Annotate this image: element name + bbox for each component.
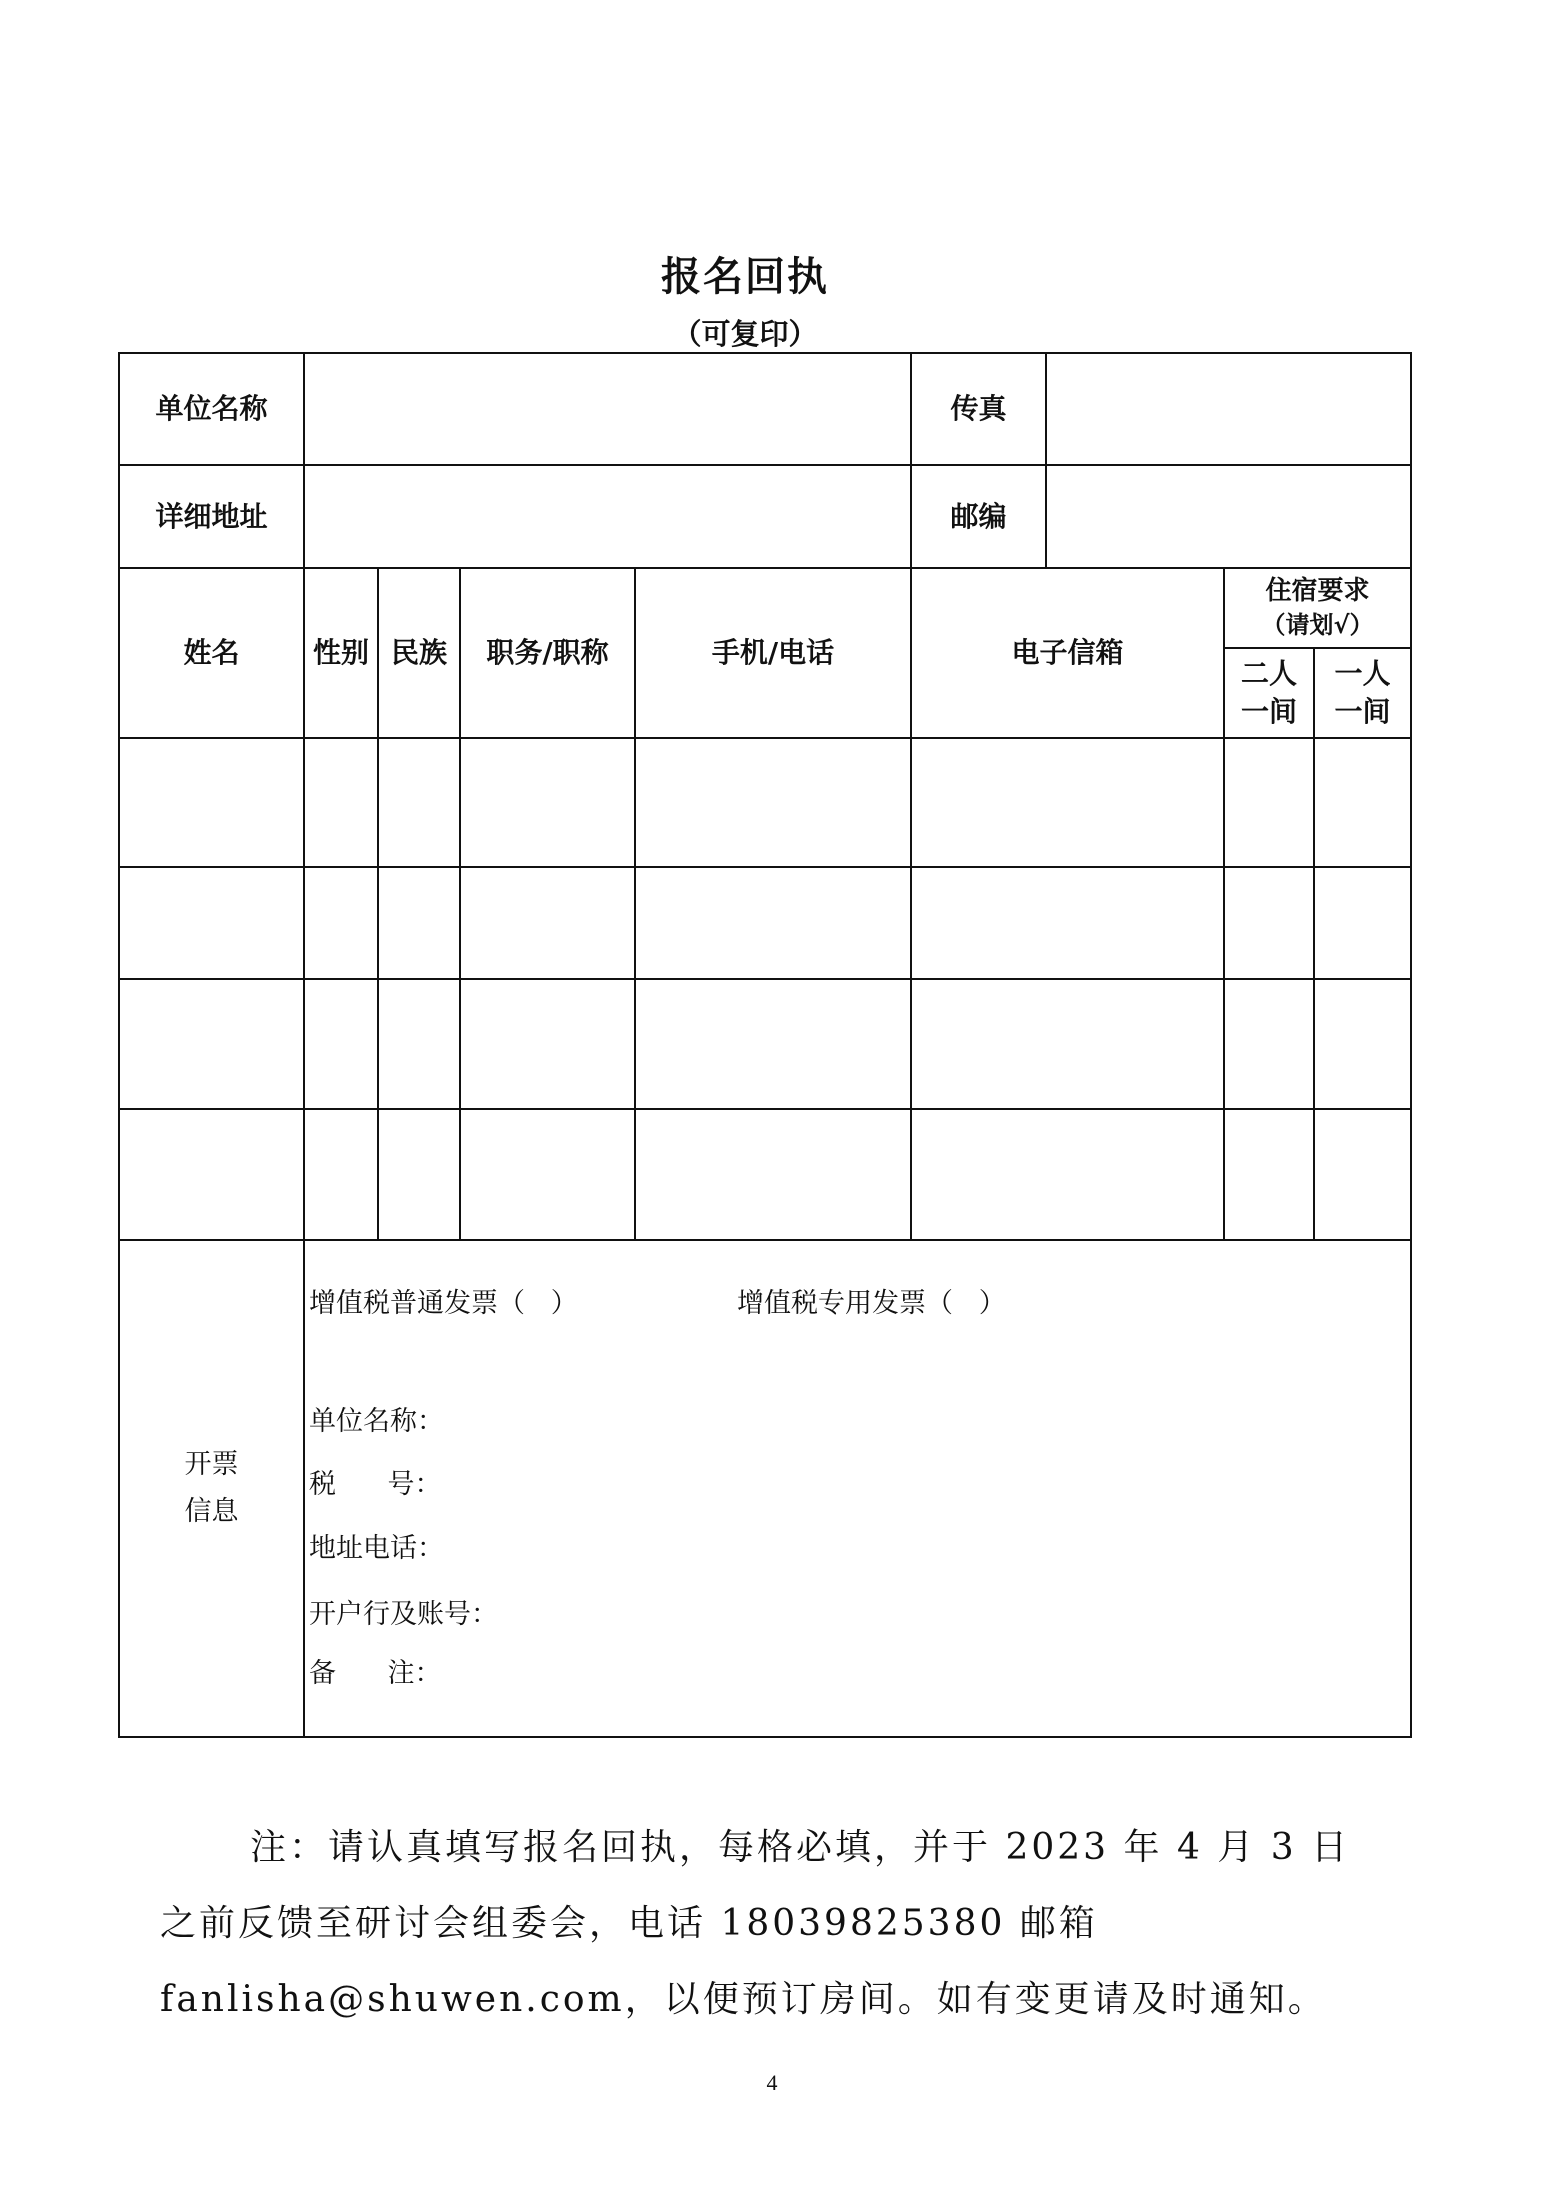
cell[interactable] <box>635 1109 911 1240</box>
cell[interactable] <box>1314 738 1411 867</box>
invoice-remarks[interactable]: 备 注： <box>309 1658 442 1689</box>
registration-form-table <box>118 352 1412 1738</box>
invoice-bank-account[interactable]: 开户行及账号： <box>309 1599 498 1630</box>
cell[interactable] <box>119 1109 304 1240</box>
invoice-label-line1: 开票 <box>184 1449 239 1481</box>
page-subtitle: （可复印） <box>672 317 818 351</box>
invoice-label <box>119 1240 304 1737</box>
cell[interactable] <box>119 867 304 979</box>
note-paragraph <box>160 1810 1370 2038</box>
attendee-row-1 <box>119 738 1411 867</box>
cell[interactable] <box>1224 1109 1314 1240</box>
cell[interactable] <box>1224 738 1314 867</box>
cell[interactable] <box>460 979 635 1109</box>
cell[interactable] <box>304 867 378 979</box>
note-line-3: fanlisha@shuwen.com，以便预订房间。如有变更请及时通知。 <box>160 1979 1327 2020</box>
invoice-details <box>304 1240 1411 1737</box>
invoice-tax-number[interactable]: 税 号： <box>309 1469 442 1500</box>
attendee-row-4 <box>119 1109 1411 1240</box>
cell[interactable] <box>378 867 460 979</box>
address-row <box>119 465 1411 568</box>
double-room-label: 二人一间 <box>1240 657 1297 728</box>
cell[interactable] <box>304 738 378 867</box>
page-title: 报名回执 <box>661 254 829 300</box>
invoice-address-phone[interactable]: 地址电话： <box>309 1533 444 1564</box>
cell[interactable] <box>378 979 460 1109</box>
col-gender-header: 性别 <box>304 568 378 738</box>
fax-label: 传真 <box>911 353 1046 465</box>
cell[interactable] <box>635 979 911 1109</box>
cell[interactable] <box>1224 867 1314 979</box>
cell[interactable] <box>460 867 635 979</box>
cell[interactable] <box>460 1109 635 1240</box>
note-line-1: 注：请认真填写报名回执，每格必填，并于 2023 年 4 月 3 日 <box>250 1827 1351 1868</box>
cell[interactable] <box>1314 979 1411 1109</box>
cell[interactable] <box>635 867 911 979</box>
cell[interactable] <box>1314 1109 1411 1240</box>
header-row <box>119 568 1411 648</box>
unit-name-label: 单位名称 <box>119 353 304 465</box>
special-invoice-option[interactable]: 增值税专用发票（ ） <box>737 1288 1006 1319</box>
col-position-header: 职务/职称 <box>460 568 635 738</box>
col-double-room-header <box>1224 648 1314 738</box>
lodging-label: 住宿要求 <box>1265 576 1370 607</box>
address-field[interactable] <box>304 465 911 568</box>
col-lodging-header <box>1224 568 1411 648</box>
cell[interactable] <box>378 1109 460 1240</box>
cell[interactable] <box>911 979 1224 1109</box>
invoice-row <box>119 1240 1411 1737</box>
single-room-label: 一人一间 <box>1334 657 1391 728</box>
attendee-row-2 <box>119 867 1411 979</box>
col-single-room-header <box>1314 648 1411 738</box>
col-ethnicity-header: 民族 <box>378 568 460 738</box>
fax-field[interactable] <box>1046 353 1411 465</box>
normal-invoice-option[interactable]: 增值税普通发票（ ） <box>309 1288 578 1319</box>
cell[interactable] <box>460 738 635 867</box>
cell[interactable] <box>1224 979 1314 1109</box>
unit-name-field[interactable] <box>304 353 911 465</box>
cell[interactable] <box>911 1109 1224 1240</box>
col-email-header: 电子信箱 <box>911 568 1224 738</box>
cell[interactable] <box>1314 867 1411 979</box>
cell[interactable] <box>635 738 911 867</box>
cell[interactable] <box>304 979 378 1109</box>
cell[interactable] <box>378 738 460 867</box>
cell[interactable] <box>304 1109 378 1240</box>
cell[interactable] <box>911 738 1224 867</box>
address-label: 详细地址 <box>119 465 304 568</box>
postcode-label: 邮编 <box>911 465 1046 568</box>
invoice-unit-name[interactable]: 单位名称： <box>309 1406 444 1437</box>
attendee-row-3 <box>119 979 1411 1109</box>
invoice-label-line2: 信息 <box>184 1495 239 1527</box>
cell[interactable] <box>119 979 304 1109</box>
note-line-2: 之前反馈至研讨会组委会，电话 18039825380 邮箱 <box>160 1903 1098 1944</box>
cell[interactable] <box>911 867 1224 979</box>
col-phone-header: 手机/电话 <box>635 568 911 738</box>
postcode-field[interactable] <box>1046 465 1411 568</box>
unit-row <box>119 353 1411 465</box>
cell[interactable] <box>119 738 304 867</box>
col-name-header: 姓名 <box>119 568 304 738</box>
lodging-hint: （请划√） <box>1261 611 1374 640</box>
page-number: 4 <box>766 2070 778 2095</box>
